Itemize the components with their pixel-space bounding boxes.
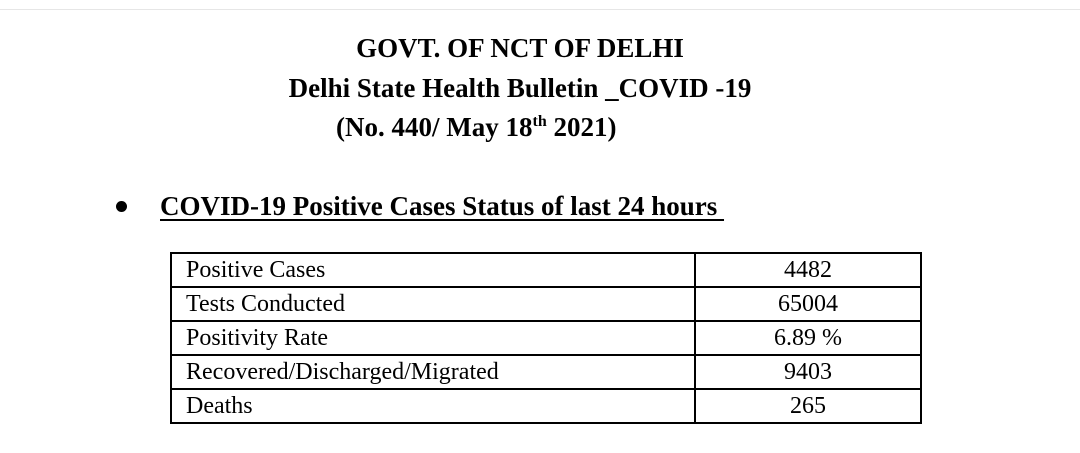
bulletin-number-prefix: (No. 440/ May 18 [336, 112, 533, 142]
row-label: Positivity Rate [171, 321, 695, 355]
table-row [171, 253, 921, 287]
covid-stats-table [170, 252, 922, 424]
bulletin-number-year: 2021) [546, 112, 617, 142]
bulletin-number [336, 111, 616, 143]
table-row [171, 321, 921, 355]
row-value: 65004 [695, 287, 921, 321]
row-label: Recovered/Discharged/Migrated [171, 355, 695, 389]
row-label: Tests Conducted [171, 287, 695, 321]
row-value: 9403 [695, 355, 921, 389]
row-value: 4482 [695, 253, 921, 287]
table-row [171, 355, 921, 389]
govt-title: GOVT. OF NCT OF DELHI [356, 33, 684, 63]
bullet-icon [116, 201, 127, 212]
bulletin-title: Delhi State Health Bulletin _COVID -19 [288, 73, 752, 103]
table-row [171, 389, 921, 423]
row-label: Positive Cases [171, 253, 695, 287]
section-heading: COVID-19 Positive Cases Status of last 24 hours [160, 191, 725, 221]
table-row [171, 287, 921, 321]
top-divider [0, 9, 1080, 10]
bulletin-number-suffix-sup: th [532, 113, 547, 130]
row-value: 265 [695, 389, 921, 423]
row-label: Deaths [171, 389, 695, 423]
row-value: 6.89 % [695, 321, 921, 355]
